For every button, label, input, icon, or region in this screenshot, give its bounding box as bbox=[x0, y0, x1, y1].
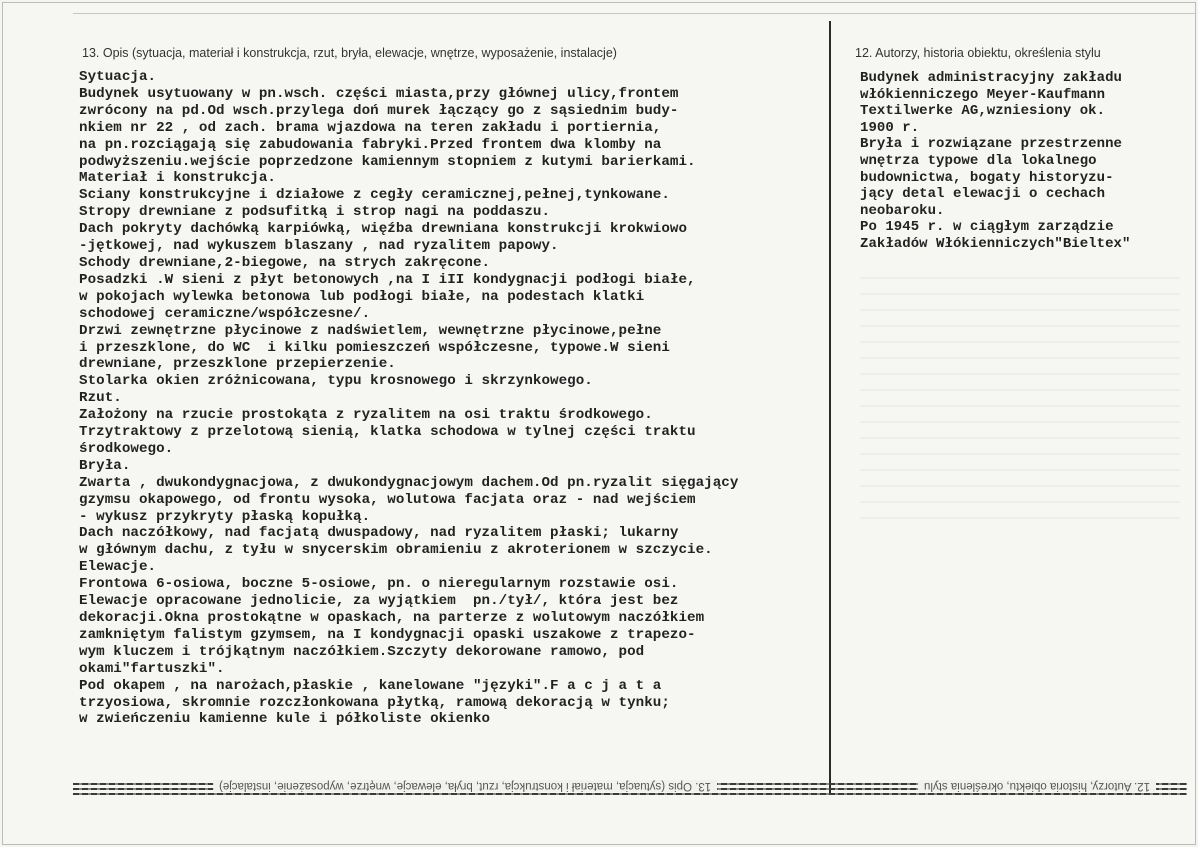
text-line: schodowej ceramiczne/współczesne/. bbox=[79, 305, 371, 322]
footer-bleedthrough bbox=[73, 777, 1187, 799]
text-line: Zakładów Włókienniczych"Bieltex" bbox=[860, 235, 1131, 252]
wavy-line bbox=[73, 793, 1187, 795]
mirrored-header-left: 13. Opis (sytuacja, materiał i konstrukcja, rzut, bryła, elewacje, wnętrze, wyposażenie, instalacje) bbox=[213, 780, 717, 792]
text-line: w pokojach wylewka betonowa lub podłogi białe, na podestach klatki bbox=[79, 288, 645, 305]
text-line: Rzut. bbox=[79, 390, 122, 407]
text-line: Sciany konstrukcyjne i działowe z cegły ceramicznej,pełnej,tynkowane. bbox=[79, 187, 670, 204]
text-line: Textilwerke AG,wzniesiony ok. bbox=[860, 103, 1106, 120]
text-line: Elewacje opracowane jednolicie, za wyjątkiem pn./tył/, która jest bez bbox=[79, 593, 679, 610]
text-line: środkowego. bbox=[79, 440, 174, 457]
text-line: Dach pokryty dachówką karpiówką, więźba drewniana konstrukcji krokwiowo bbox=[79, 221, 688, 238]
text-line: w głównym dachu, z tyłu w snycerskim obramieniu z akroterionem w szczycie. bbox=[79, 542, 713, 559]
text-line: Posadzki .W sieni z płyt betonowych ,na I iII kondygnacji podłogi białe, bbox=[79, 271, 696, 288]
text-line: jący detal elewacji o cechach bbox=[860, 186, 1106, 203]
faint-background-lines bbox=[860, 263, 1180, 523]
history-text bbox=[860, 70, 1130, 253]
text-line: Materiał i konstrukcja. bbox=[79, 170, 276, 187]
text-line: gzymsu okapowego, od frontu wysoka, wolutowa facjata oraz - nad wejściem bbox=[79, 491, 696, 508]
text-line: dekoracji.Okna prostokątne w opaskach, na parterze z wolutowym naczółkiem bbox=[79, 610, 705, 626]
text-line: podwyższeniu.wejście poprzedzone kamiennym stopniem z kutymi barierkami. bbox=[79, 153, 696, 170]
text-line: na pn.rozciągają się zabudowania fabryki.Przed frontem dwa klomby na bbox=[79, 136, 662, 153]
section-13-header: 13. Opis (sytuacja, materiał i konstrukcja, rzut, bryła, elewacje, wnętrze, wyposażenie, instalacje) bbox=[82, 46, 617, 60]
text-line: w zwieńczeniu kamienne kule i półkoliste okienko bbox=[79, 711, 491, 728]
text-line: zwrócony na pd.Od wsch.przylega doń murek łączący go z sąsiednim budy- bbox=[79, 102, 679, 119]
text-line: i przeszklone, do WC i kilku pomieszczeń współczesne, typowe.W sieni bbox=[79, 339, 670, 356]
text-line: Drzwi zewnętrzne płycinowe z nadświetlem, wewnętrzne płycinowe,pełne bbox=[79, 322, 662, 339]
text-line: Frontowa 6-osiowa, boczne 5-osiowe, pn. o nieregularnym rozstawie osi. bbox=[79, 576, 679, 593]
section-12-header: 12. Autorzy, historia obiektu, określenia stylu bbox=[855, 46, 1101, 60]
text-line: Bryła. bbox=[79, 457, 131, 474]
text-line: Po 1945 r. w ciągłym zarządzie bbox=[860, 219, 1114, 236]
text-line: Budynek administracyjny zakładu bbox=[860, 70, 1122, 86]
top-rule bbox=[73, 13, 1195, 14]
text-line: neobaroku. bbox=[860, 202, 945, 219]
text-line: wnętrza typowe dla lokalnego bbox=[860, 152, 1097, 169]
text-line: - wykusz przykryty płaską kopułką. bbox=[79, 508, 371, 525]
text-line: Bryła i rozwiązane przestrzenne bbox=[860, 136, 1122, 153]
text-line: włókienniczego Meyer-Kaufmann bbox=[860, 86, 1106, 103]
description-text bbox=[79, 69, 738, 728]
mirrored-header-right: 12. Autorzy, historia obiektu, określenia stylu bbox=[918, 780, 1156, 792]
text-line: Trzytraktowy z przelotową sienią, klatka schodowa w tylnej części traktu bbox=[79, 424, 696, 441]
text-line: 1900 r. bbox=[860, 119, 920, 136]
text-line: nkiem nr 22 , od zach. brama wjazdowa na teren zakładu i portiernia, bbox=[79, 119, 662, 136]
text-line: Zwarta , dwukondygnacjowa, z dwukondygnacjowym dachem.Od pn.ryzalit sięgający bbox=[79, 474, 739, 491]
text-line: Założony na rzucie prostokąta z ryzalitem na osi traktu środkowego. bbox=[79, 407, 653, 424]
text-line: trzyosiowa, skromnie rozczłonkowana płytką, ramową dekoracją w tynku; bbox=[79, 694, 670, 711]
text-line: Schody drewniane,2-biegowe, na strych zakręcone. bbox=[79, 254, 491, 271]
text-line: drewniane, przeszklone przepierzenie. bbox=[79, 356, 396, 373]
text-line: Stropy drewniane z podsufitką i strop nagi na poddaszu. bbox=[79, 204, 551, 221]
text-line: zamkniętym falistym gzymsem, na I kondygnacji opaski uszakowe z trapezo- bbox=[79, 626, 696, 643]
text-line: -jętkowej, nad wykuszem blaszany , nad ryzalitem papowy. bbox=[79, 238, 559, 255]
text-line: Sytuacja. bbox=[79, 69, 157, 85]
text-line: wym kluczem i trójkątnym naczółkiem.Szczyty dekorowane ramowo, pod bbox=[79, 643, 645, 660]
text-line: okami"fartuszki". bbox=[79, 660, 225, 677]
text-line: Budynek usytuowany w pn.wsch. części miasta,przy głównej ulicy,frontem bbox=[79, 85, 679, 102]
text-line: Stolarka okien zróżnicowana, typu krosnowego i skrzynkowego. bbox=[79, 373, 593, 390]
text-line: Pod okapem , na narożach,płaskie , kanelowane "języki".F a c j a t a bbox=[79, 677, 662, 694]
record-card bbox=[2, 2, 1196, 845]
text-line: Dach naczółkowy, nad facjatą dwuspadowy, nad ryzalitem płaski; lukarny bbox=[79, 525, 679, 542]
text-line: Elewacje. bbox=[79, 559, 157, 576]
column-divider bbox=[829, 21, 831, 793]
text-line: budownictwa, bogaty historyzu- bbox=[860, 169, 1114, 186]
